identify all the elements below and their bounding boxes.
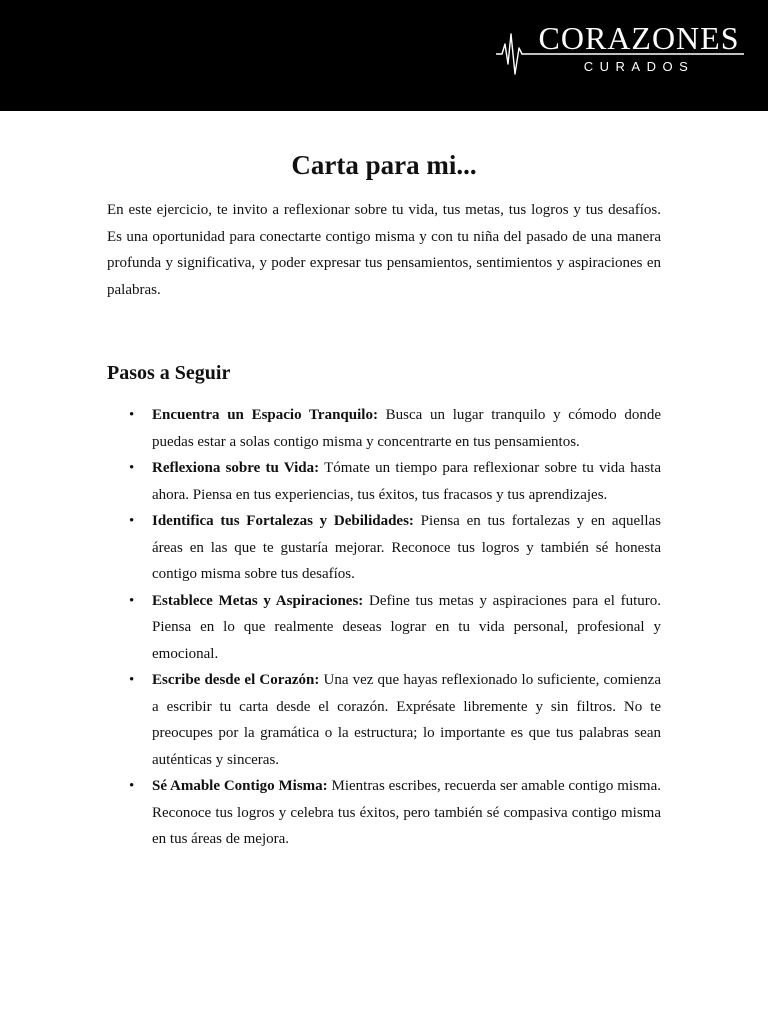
step-text: Una vez que hayas reflexionado lo suficiente, comienza a escribir tu carta desde el corazón. Exprésate libremente y sin filtros. No te preocupes por la gramática o la estructura; lo importante es que tus palabras sean auténticas y sinceras. (152, 672, 661, 768)
brand-subtitle: CURADOS (583, 59, 695, 74)
bullet-icon: • (129, 778, 135, 794)
step-text: Tómate un tiempo para reflexionar sobre tu vida hasta ahora. Piensa en tus experiencias, tus éxitos, tus fracasos y tus aprendizajes. (152, 460, 661, 503)
step-title: Encuentra un Espacio Tranquilo: (152, 407, 378, 423)
bullet-icon: • (129, 672, 135, 688)
step-title: Identifica tus Fortalezas y Debilidades: (152, 513, 414, 529)
page-header (0, 0, 768, 111)
list-item (107, 588, 661, 668)
list-item (107, 667, 661, 773)
list-item (107, 455, 661, 508)
steps-list (107, 402, 661, 853)
section-title: Pasos a Seguir (107, 362, 231, 384)
intro-paragraph: En este ejercicio, te invito a reflexionar sobre tu vida, tus metas, tus logros y tus desafíos. Es una oportunidad para conectarte contigo misma y con tu niña del pasado de una manera profunda y significativa, y poder expresar tus pensamientos, sentimientos y aspiraciones en palabras. (107, 202, 661, 298)
bullet-icon: • (129, 460, 135, 476)
step-text: Mientras escribes, recuerda ser amable contigo misma. Reconoce tus logros y celebra tus éxitos, pero también sé compasiva contigo misma en tus áreas de mejora. (152, 778, 661, 847)
step-title: Sé Amable Contigo Misma: (152, 778, 328, 794)
step-text: Busca un lugar tranquilo y cómodo donde puedas estar a solas contigo misma y concentrarte en tus pensamientos. (152, 407, 661, 450)
step-text: Piensa en tus fortalezas y en aquellas áreas en las que te gustaría mejorar. Reconoce tus logros y también sé honesta contigo misma sobre tus desafíos. (152, 513, 662, 582)
brand-name: CORAZONES (538, 20, 740, 56)
bullet-icon: • (129, 513, 135, 529)
list-item (107, 402, 661, 455)
bullet-icon: • (129, 592, 135, 609)
document-body (107, 145, 661, 853)
step-title: Establece Metas y Aspiraciones: (152, 592, 364, 609)
brand-logo (494, 20, 746, 80)
page-title: Carta para mi... (291, 150, 477, 180)
list-item (107, 508, 661, 588)
step-title: Reflexiona sobre tu Vida: (152, 460, 320, 476)
step-text: Define tus metas y aspiraciones para el futuro. Piensa en lo que realmente deseas lograr en tu vida personal, profesional y emocional. (152, 592, 662, 662)
step-title: Escribe desde el Corazón: (152, 672, 320, 688)
list-item (107, 773, 661, 853)
bullet-icon: • (129, 407, 135, 423)
